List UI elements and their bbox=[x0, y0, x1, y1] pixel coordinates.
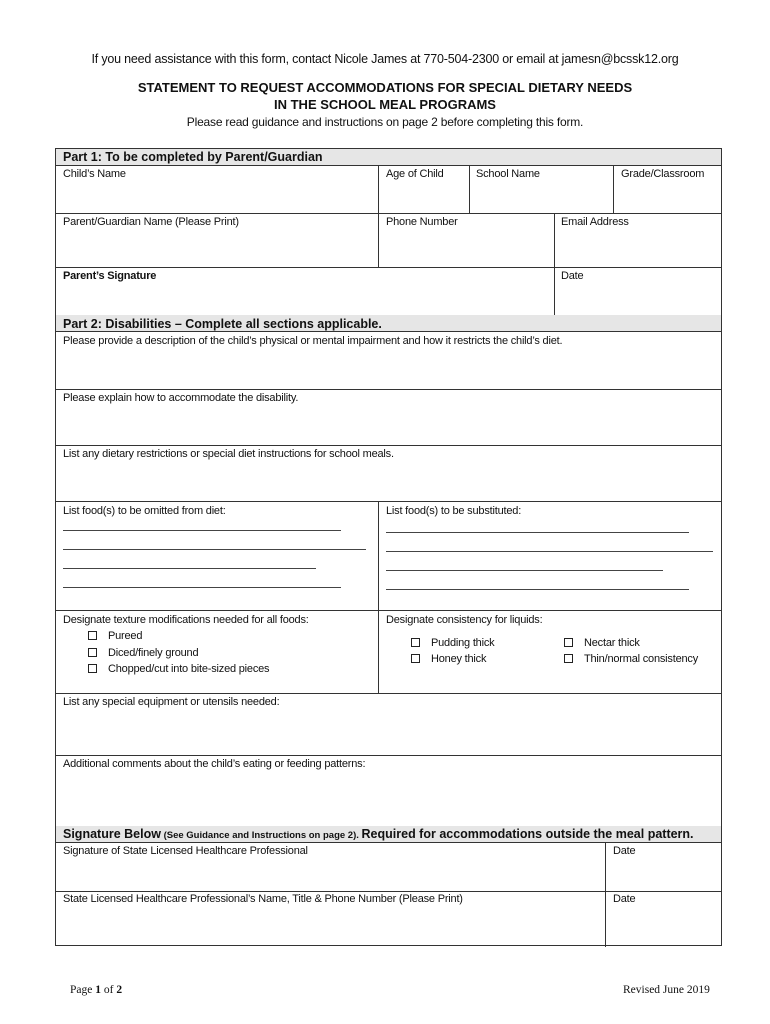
nectar-thick-label: Nectar thick bbox=[584, 637, 640, 649]
dietary-restrictions-label: List any dietary restrictions or special diet instructions for school meals. bbox=[63, 448, 394, 460]
accommodate-disability-label: Please explain how to accommodate the disability. bbox=[63, 392, 299, 404]
part1-heading: Part 1: To be completed by Parent/Guardian bbox=[63, 150, 323, 164]
omitted-line-1[interactable] bbox=[63, 530, 341, 531]
signature-heading-bold: Signature Below bbox=[63, 827, 161, 841]
omitted-line-2[interactable] bbox=[63, 549, 366, 550]
texture-modifications-label: Designate texture modifications needed for all foods: bbox=[63, 614, 309, 626]
substituted-line-3[interactable] bbox=[386, 570, 663, 571]
foods-substituted-label: List food(s) to be substituted: bbox=[386, 505, 522, 517]
impairment-description-label: Please provide a description of the child’s physical or mental impairment and how it restricts the child’s diet. bbox=[63, 335, 563, 347]
grade-classroom-label: Grade/Classroom bbox=[621, 168, 705, 180]
childs-name-label: Child’s Name bbox=[63, 168, 126, 180]
part2-band bbox=[56, 315, 721, 331]
honey-thick-label: Honey thick bbox=[431, 653, 487, 665]
age-of-child-label: Age of Child bbox=[386, 168, 444, 180]
phone-number-label: Phone Number bbox=[386, 216, 458, 228]
pudding-thick-label: Pudding thick bbox=[431, 637, 495, 649]
part1-band bbox=[56, 149, 721, 165]
email-address-label: Email Address bbox=[561, 216, 629, 228]
nectar-thick-checkbox[interactable] bbox=[564, 638, 573, 647]
parent-date-label: Date bbox=[561, 270, 584, 282]
form-title-line1: STATEMENT TO REQUEST ACCOMMODATIONS FOR SPECIAL DIETARY NEEDS bbox=[137, 80, 633, 95]
substituted-line-2[interactable] bbox=[386, 551, 713, 552]
professional-name-label: State Licensed Healthcare Professional’s Name, Title & Phone Number (Please Print) bbox=[63, 893, 463, 905]
part2-heading: Part 2: Disabilities – Complete all sections applicable. bbox=[63, 317, 382, 331]
thin-consistency-label: Thin/normal consistency bbox=[584, 653, 699, 665]
pudding-thick-checkbox[interactable] bbox=[411, 638, 420, 647]
page-number bbox=[70, 984, 122, 996]
signature-heading bbox=[63, 827, 694, 841]
diced-checkbox[interactable] bbox=[88, 648, 97, 657]
signature-band bbox=[56, 826, 721, 842]
total-pages: 2 bbox=[116, 984, 123, 996]
current-page: 1 bbox=[95, 984, 101, 996]
pureed-checkbox[interactable] bbox=[88, 631, 97, 640]
professional-signature-label: Signature of State Licensed Healthcare Professional bbox=[63, 845, 308, 857]
revision-date: Revised June 2019 bbox=[623, 984, 710, 996]
thin-consistency-checkbox[interactable] bbox=[564, 654, 573, 663]
signature-heading-guidance: (See Guidance and Instructions on page 2). bbox=[160, 830, 362, 841]
foods-omitted-label: List food(s) to be omitted from diet: bbox=[63, 505, 226, 517]
pureed-option-label: Pureed bbox=[108, 630, 143, 642]
additional-comments-label: Additional comments about the child’s eating or feeding patterns: bbox=[63, 758, 366, 770]
signature-heading-required: Required for accommodations outside the meal pattern. bbox=[361, 827, 694, 841]
diced-option-label: Diced/finely ground bbox=[108, 647, 199, 659]
chopped-option-label: Chopped/cut into bite-sized pieces bbox=[108, 663, 270, 675]
professional-date-label-2: Date bbox=[613, 893, 636, 905]
professional-date-label-1: Date bbox=[613, 845, 636, 857]
page-prefix: Page bbox=[70, 984, 96, 996]
honey-thick-checkbox[interactable] bbox=[411, 654, 420, 663]
special-equipment-label: List any special equipment or utensils needed: bbox=[63, 696, 280, 708]
parents-signature-label: Parent’s Signature bbox=[63, 270, 157, 282]
form-title-line2: IN THE SCHOOL MEAL PROGRAMS bbox=[274, 97, 496, 112]
omitted-line-3[interactable] bbox=[63, 568, 316, 569]
assistance-contact-line: If you need assistance with this form, contact Nicole James at 770-504-2300 or email at jamesn@bcssk12.org bbox=[91, 52, 679, 66]
chopped-checkbox[interactable] bbox=[88, 664, 97, 673]
substituted-line-1[interactable] bbox=[386, 532, 689, 533]
parent-name-label: Parent/Guardian Name (Please Print) bbox=[63, 216, 239, 228]
substituted-line-4[interactable] bbox=[386, 589, 689, 590]
form-instructions: Please read guidance and instructions on page 2 before completing this form. bbox=[186, 115, 584, 129]
dietary-request-form bbox=[55, 148, 722, 946]
school-name-label: School Name bbox=[476, 168, 540, 180]
page-of: of bbox=[100, 984, 117, 996]
liquid-consistency-label: Designate consistency for liquids: bbox=[386, 614, 543, 626]
omitted-line-4[interactable] bbox=[63, 587, 341, 588]
